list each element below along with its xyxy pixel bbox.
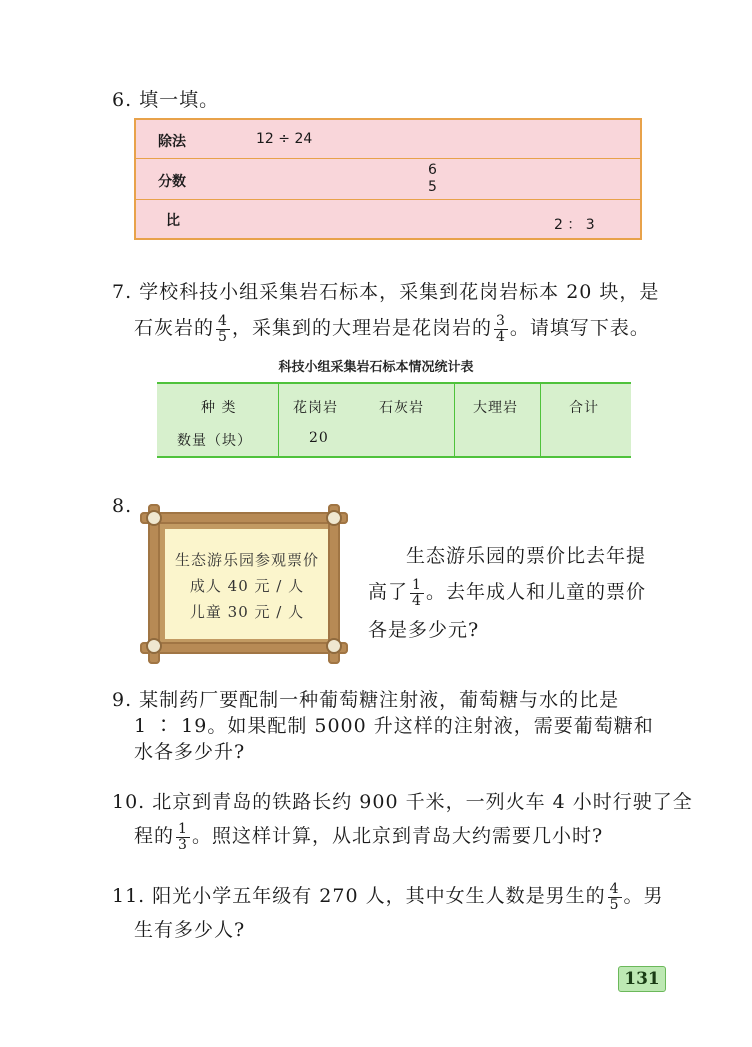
q8-line3: 各是多少元? bbox=[368, 619, 480, 641]
fraction-numerator: 3 bbox=[495, 312, 506, 329]
page-number: 131 bbox=[618, 966, 666, 992]
frame-knot-icon bbox=[146, 638, 162, 654]
q6-title: 6. 填一填。 bbox=[112, 89, 220, 111]
text: ，采集到的大理岩是花岗岩的 bbox=[231, 317, 492, 339]
fraction bbox=[494, 314, 508, 345]
fraction-numerator: 4 bbox=[218, 312, 228, 329]
fraction bbox=[176, 822, 190, 853]
sign-line: 成人 40 元 / 人 bbox=[189, 577, 305, 595]
fraction-numerator: 4 bbox=[609, 880, 620, 897]
sign-line: 儿童 30 元 / 人 bbox=[189, 603, 305, 621]
divider bbox=[454, 384, 455, 456]
text: 。请填写下表。 bbox=[509, 317, 650, 339]
header-cell: 种 类 bbox=[201, 400, 237, 416]
text: 11. 阳光小学五年级有 270 人，其中女生人数是男生的 bbox=[112, 885, 606, 907]
text: 。男 bbox=[623, 885, 664, 907]
q7-table bbox=[157, 382, 631, 458]
text: 高了 bbox=[368, 581, 409, 603]
fraction-numerator: 6 bbox=[428, 162, 437, 178]
row-label: 除法 bbox=[158, 134, 186, 150]
q8-line1: 生态游乐园的票价比去年提 bbox=[406, 545, 647, 567]
q7-line1: 7. 学校科技小组采集岩石标本，采集到花岗岩标本 20 块，是 bbox=[112, 281, 660, 303]
frame-knot-icon bbox=[326, 638, 342, 654]
cell-value: 12 ÷ 24 bbox=[256, 131, 313, 147]
q9-line1: 9. 某制药厂要配制一种葡萄糖注射液，葡萄糖与水的比是 bbox=[112, 689, 620, 711]
frame-stick bbox=[140, 512, 348, 524]
frame-knot-icon bbox=[146, 510, 162, 526]
frame-knot-icon bbox=[326, 510, 342, 526]
fraction-denominator: 5 bbox=[218, 328, 228, 345]
q11-line2: 生有多少人? bbox=[134, 919, 246, 941]
q7-line2 bbox=[134, 312, 650, 345]
fraction-numerator: 1 bbox=[412, 576, 422, 593]
fraction-denominator: 5 bbox=[609, 896, 620, 913]
q8-number: 8. bbox=[112, 495, 133, 517]
q9-line3: 水各多少升? bbox=[134, 741, 246, 763]
q7-table-title: 科技小组采集岩石标本情况统计表 bbox=[278, 360, 474, 375]
text: 。去年成人和儿童的票价 bbox=[425, 581, 646, 603]
row-label: 数量（块） bbox=[177, 433, 252, 449]
q8-line2 bbox=[368, 576, 646, 609]
fraction-denominator: 3 bbox=[178, 836, 188, 853]
q9-line2: 1 ∶ 19。如果配制 5000 升这样的注射液，需要葡萄糖和 bbox=[134, 715, 654, 737]
frame-stick bbox=[140, 642, 348, 654]
fraction bbox=[216, 314, 230, 345]
text: 。照这样计算，从北京到青岛大约需要几小时? bbox=[191, 825, 604, 847]
header-cell: 石灰岩 bbox=[379, 400, 424, 416]
header-cell: 合计 bbox=[569, 400, 599, 416]
q10-line1: 10. 北京到青岛的铁路长约 900 千米，一列火车 4 小时行驶了全 bbox=[112, 791, 693, 813]
table-row bbox=[136, 159, 640, 200]
sign-title: 生态游乐园参观票价 bbox=[174, 551, 319, 569]
cell-value: 2 ： 3 bbox=[554, 217, 595, 233]
table-row bbox=[136, 120, 640, 159]
q11-line1 bbox=[112, 880, 664, 913]
text: 石灰岩的 bbox=[134, 317, 215, 339]
q6-table bbox=[134, 118, 642, 240]
fraction-denominator: 4 bbox=[412, 592, 422, 609]
fraction bbox=[608, 882, 622, 913]
cell-value: 20 bbox=[309, 430, 329, 446]
fraction-denominator: 5 bbox=[428, 179, 437, 195]
row-label: 比 bbox=[166, 213, 180, 229]
header-cell: 花岗岩 bbox=[293, 400, 338, 416]
fraction-numerator: 1 bbox=[178, 820, 188, 837]
divider bbox=[540, 384, 541, 456]
cell-fraction bbox=[428, 162, 437, 196]
divider bbox=[278, 384, 279, 456]
q10-line2 bbox=[134, 820, 603, 853]
fraction-denominator: 4 bbox=[495, 328, 506, 345]
row-label: 分数 bbox=[158, 174, 186, 190]
text: 程的 bbox=[134, 825, 175, 847]
ticket-price-sign bbox=[158, 522, 336, 646]
fraction bbox=[410, 578, 424, 609]
table-row bbox=[136, 200, 640, 238]
header-cell: 大理岩 bbox=[473, 400, 518, 416]
